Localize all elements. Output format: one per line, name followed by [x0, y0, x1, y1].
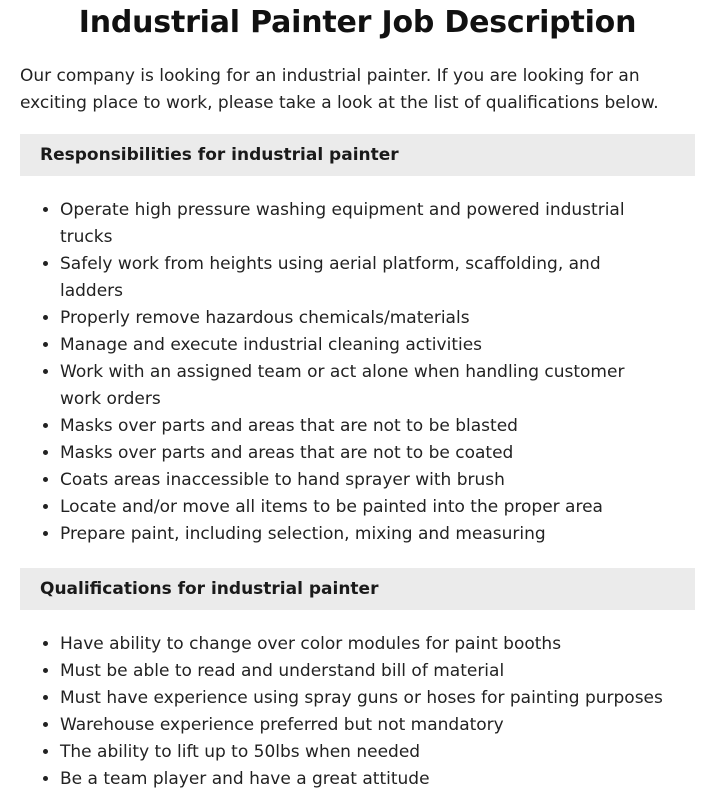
list-item: • Must be able to read and understand bill of material — [60, 658, 695, 685]
page-title: Industrial Painter Job Description — [78, 5, 637, 40]
list-item: • Must have experience using spray guns or hoses for painting purposes — [60, 685, 695, 712]
list-item: • Work with an assigned team or act alone when handling customer work orders — [60, 359, 695, 413]
list-item: • Prepare paint, including selection, mixing and measuring — [60, 521, 695, 548]
list-item: • Warehouse experience preferred but not mandatory — [60, 712, 695, 739]
list-item: • Manage and execute industrial cleaning activities — [60, 332, 695, 359]
responsibilities-heading: Responsibilities for industrial painter — [20, 134, 695, 176]
list-item: • Safely work from heights using aerial platform, scaffolding, and ladders — [60, 251, 695, 305]
list-item: • Locate and/or move all items to be painted into the proper area — [60, 494, 695, 521]
intro-paragraph: Our company is looking for an industrial painter. If you are looking for an exciting place to work, please take a look at the list of qualifications below. — [20, 66, 659, 113]
list-item: • Properly remove hazardous chemicals/materials — [60, 305, 695, 332]
list-item: • The ability to lift up to 50lbs when needed — [60, 739, 695, 766]
qualifications-list — [20, 631, 695, 793]
qualifications-heading: Qualifications for industrial painter — [20, 568, 695, 610]
list-item: • Coats areas inaccessible to hand sprayer with brush — [60, 467, 695, 494]
list-item: • Have ability to change over color modules for paint booths — [60, 631, 695, 658]
list-item: • Masks over parts and areas that are not to be blasted — [60, 413, 695, 440]
list-item: • Masks over parts and areas that are not to be coated — [60, 440, 695, 467]
list-item: • Operate high pressure washing equipment and powered industrial trucks — [60, 197, 695, 251]
responsibilities-list — [20, 197, 695, 548]
list-item: • Be a team player and have a great attitude — [60, 766, 695, 793]
